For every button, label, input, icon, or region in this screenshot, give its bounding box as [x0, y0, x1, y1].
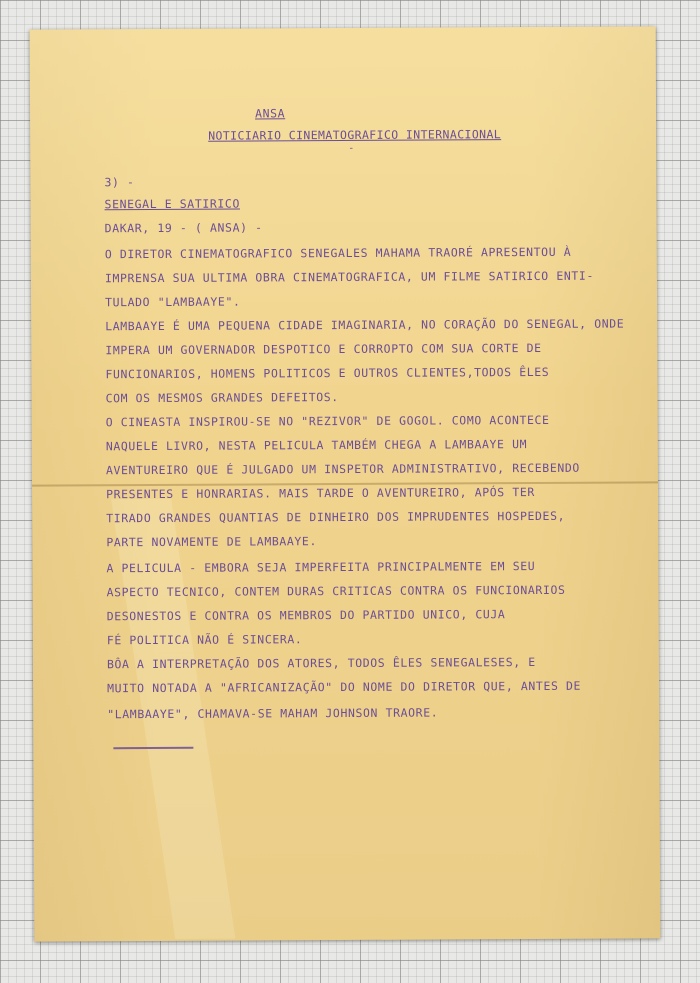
body-line: AVENTUREIRO QUE É JULGADO UM INSPETOR ADMINISTRATIVO, RECEBENDO: [105, 460, 580, 478]
body-line: IMPRENSA SUA ULTIMA OBRA CINEMATOGRAFICA, UM FILME SATIRICO ENTI-: [104, 268, 594, 286]
body-line: A PELICULA - EMBORA SEJA IMPERFEITA PRINCIPALMENTE EM SEU: [106, 559, 536, 576]
body-line: IMPERA UM GOVERNADOR DESPOTICO E CORROPTO COM SUA CORTE DE: [105, 340, 542, 358]
typewritten-sheet: [30, 26, 661, 941]
body-line: TULADO "LAMBAAYE".: [105, 294, 241, 310]
agency-header: ANSA: [255, 106, 286, 121]
body-line: FUNCIONARIOS, HOMENS POLITICOS E OUTROS CLIENTES,TODOS ÊLES: [105, 364, 550, 382]
body-line: "LAMBAAYE", CHAMAVA-SE MAHAM JOHNSON TRAORE.: [107, 705, 439, 722]
body-line: NAQUELE LIVRO, NESTA PELICULA TAMBÉM CHEGA A LAMBAAYE UM: [105, 437, 528, 454]
body-line: ASPECTO TECNICO, CONTEM DURAS CRITICAS CONTRA OS FUNCIONARIOS: [106, 582, 566, 600]
body-line: PARTE NOVAMENTE DE LAMBAAYE.: [106, 534, 318, 550]
service-header: NOTICIARIO CINEMATOGRAFICO INTERNACIONAL: [208, 127, 502, 143]
section-title: SENEGAL E SATIRICO: [104, 196, 241, 212]
body-line: BÔA A INTERPRETAÇÃO DOS ATORES, TODOS ÊLES SENEGALESES, E: [106, 655, 536, 672]
end-rule: [113, 747, 193, 749]
body-line: MUITO NOTADA A "AFRICANIZAÇÃO" DO NOME DO DIRETOR QUE, ANTES DE: [107, 678, 582, 696]
dateline: DAKAR, 19 - ( ANSA) -: [104, 220, 263, 236]
section-number: 3) -: [104, 175, 135, 190]
body-line: O DIRETOR CINEMATOGRAFICO SENEGALES MAHAMA TRAORÉ APRESENTOU À: [104, 244, 572, 262]
body-line: COM OS MESMOS GRANDES DEFEITOS.: [105, 390, 339, 406]
body-line: LAMBAAYE É UMA PEQUENA CIDADE IMAGINARIA, NO CORAÇÃO DO SENEGAL, ONDE: [105, 316, 625, 334]
body-line: DESONESTOS E CONTRA OS MEMBROS DO PARTIDO UNICO, CUJA: [106, 607, 506, 624]
body-line: TIRADO GRANDES QUANTIAS DE DINHEIRO DOS IMPRUDENTES HOSPEDES,: [106, 508, 566, 526]
header-dash: -: [348, 142, 355, 154]
body-line: PRESENTES E HONRARIAS. MAIS TARDE O AVENTUREIRO, APÓS TER: [106, 485, 535, 502]
body-line: O CINEASTA INSPIROU-SE NO "REZIVOR" DE GOGOL. COMO ACONTECE: [105, 412, 550, 430]
body-line: FÉ POLITICA NÃO É SINCERA.: [106, 632, 303, 648]
